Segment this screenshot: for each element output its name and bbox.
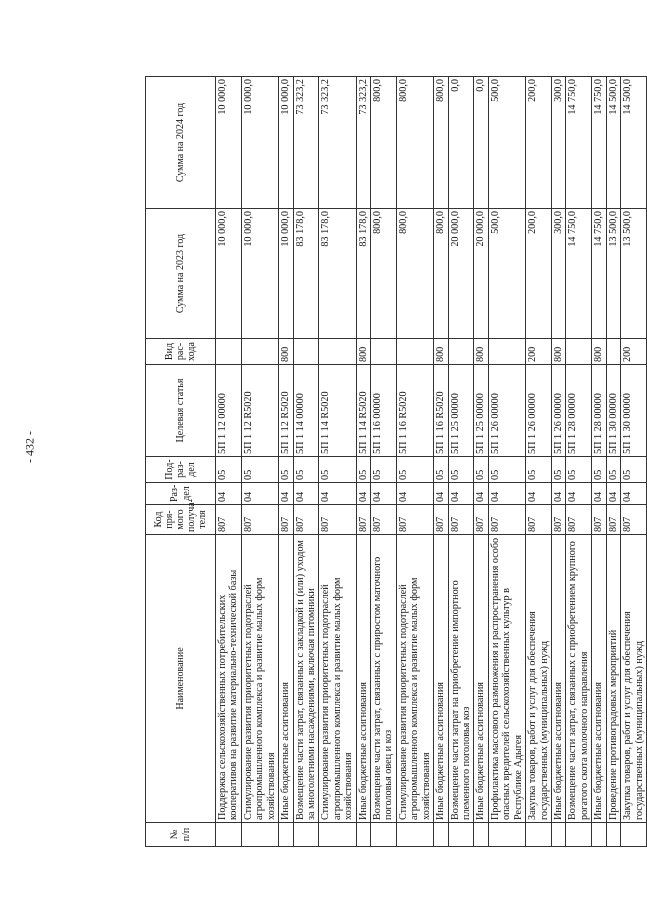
cell-sum2023: 800,0 [396, 209, 433, 339]
header-name: Наименование [146, 535, 216, 823]
cell-code: 807 [474, 505, 488, 535]
cell-razdel: 04 [448, 483, 474, 505]
cell-podrazdel: 05 [474, 457, 488, 483]
cell-razdel: 04 [241, 483, 278, 505]
cell-sum2024: 10 000,0 [216, 77, 242, 209]
cell-code: 807 [216, 505, 242, 535]
rotated-page [145, 77, 645, 847]
cell-statya: 5П 1 14 R5020 [356, 365, 370, 457]
cell-sum2024: 73 323,2 [293, 77, 319, 209]
cell-razdel: 04 [621, 483, 647, 505]
cell-vid [293, 339, 319, 365]
table-row [241, 77, 278, 847]
cell-sum2024: 14 750,0 [592, 77, 606, 209]
table-row [371, 77, 397, 847]
table-row [293, 77, 319, 847]
table-row [592, 77, 606, 847]
cell-vid [566, 339, 592, 365]
cell-sum2024: 14 750,0 [566, 77, 592, 209]
cell-sum2023: 800,0 [434, 209, 448, 339]
table-row [319, 77, 356, 847]
table-row [526, 77, 552, 847]
cell-code: 807 [606, 505, 620, 535]
cell-code: 807 [566, 505, 592, 535]
cell-num [592, 823, 606, 847]
cell-num [448, 823, 474, 847]
cell-num [621, 823, 647, 847]
cell-name: Проведение противоградовых мероприятий [606, 535, 620, 823]
cell-code: 807 [279, 505, 293, 535]
cell-statya: 5П 1 30 00000 [606, 365, 620, 457]
cell-num [396, 823, 433, 847]
cell-vid [396, 339, 433, 365]
cell-sum2024: 10 000,0 [279, 77, 293, 209]
cell-razdel: 04 [396, 483, 433, 505]
cell-code: 807 [356, 505, 370, 535]
cell-statya: 5П 1 16 R5020 [434, 365, 448, 457]
cell-name: Иные бюджетные ассигнования [356, 535, 370, 823]
cell-razdel: 04 [279, 483, 293, 505]
cell-sum2023: 800,0 [371, 209, 397, 339]
cell-sum2024: 800,0 [396, 77, 433, 209]
cell-vid: 800 [551, 339, 565, 365]
cell-podrazdel: 05 [216, 457, 242, 483]
cell-razdel: 04 [474, 483, 488, 505]
cell-sum2023: 13 500,0 [606, 209, 620, 339]
cell-sum2023: 20 000,0 [448, 209, 474, 339]
cell-sum2024: 500,0 [488, 77, 525, 209]
cell-podrazdel: 05 [319, 457, 356, 483]
header-code: Код пря- мого получа- теля [146, 505, 216, 535]
cell-podrazdel: 05 [356, 457, 370, 483]
cell-num [371, 823, 397, 847]
table-row [488, 77, 525, 847]
cell-num [526, 823, 552, 847]
table-row [448, 77, 474, 847]
table-header-row [146, 77, 216, 847]
cell-code: 807 [293, 505, 319, 535]
cell-podrazdel: 05 [606, 457, 620, 483]
cell-sum2024: 73 323,2 [319, 77, 356, 209]
cell-statya: 5П 1 14 R5020 [319, 365, 356, 457]
cell-code: 807 [551, 505, 565, 535]
cell-podrazdel: 05 [621, 457, 647, 483]
cell-name: Закупка товаров, работ и услуг для обеспечения государственных (муниципальных) нужд [526, 535, 552, 823]
cell-vid [448, 339, 474, 365]
cell-name: Профилактика массового размножения и распространения особо опасных вредителей сельскохозяйственных культур в Республике Адыгея [488, 535, 525, 823]
cell-sum2023: 83 178,0 [319, 209, 356, 339]
table-row [356, 77, 370, 847]
cell-vid [216, 339, 242, 365]
cell-statya: 5П 1 26 00000 [526, 365, 552, 457]
cell-sum2024: 0,0 [448, 77, 474, 209]
cell-sum2024: 0,0 [474, 77, 488, 209]
cell-name: Закупка товаров, работ и услуг для обеспечения государственных (муниципальных) нужд [621, 535, 647, 823]
cell-vid [241, 339, 278, 365]
header-sum2023: Сумма на 2023 год [146, 209, 216, 339]
table-row [216, 77, 242, 847]
cell-podrazdel: 05 [279, 457, 293, 483]
cell-vid [606, 339, 620, 365]
header-podrazdel: Под- раз- дел [146, 457, 216, 483]
cell-podrazdel: 05 [526, 457, 552, 483]
cell-razdel: 04 [526, 483, 552, 505]
cell-podrazdel: 05 [488, 457, 525, 483]
cell-code: 807 [448, 505, 474, 535]
cell-podrazdel: 05 [592, 457, 606, 483]
cell-num [551, 823, 565, 847]
cell-sum2024: 300,0 [551, 77, 565, 209]
cell-name: Стимулирование развития приоритетных подотраслей агропромышленного комплекса и развитие малых форм хозяйствования [241, 535, 278, 823]
cell-sum2023: 10 000,0 [216, 209, 242, 339]
table-row [396, 77, 433, 847]
cell-statya: 5П 1 16 00000 [371, 365, 397, 457]
cell-name: Стимулирование развития приоритетных подотраслей агропромышленного комплекса и развитие малых форм хозяйствования [319, 535, 356, 823]
table-row [551, 77, 565, 847]
cell-statya: 5П 1 14 00000 [293, 365, 319, 457]
cell-podrazdel: 05 [448, 457, 474, 483]
header-vid: Вид рас- хода [146, 339, 216, 365]
cell-statya: 5П 1 28 00000 [566, 365, 592, 457]
cell-sum2023: 300,0 [551, 209, 565, 339]
cell-statya: 5П 1 25 00000 [448, 365, 474, 457]
cell-sum2023: 10 000,0 [279, 209, 293, 339]
cell-podrazdel: 05 [371, 457, 397, 483]
cell-code: 807 [621, 505, 647, 535]
cell-podrazdel: 05 [551, 457, 565, 483]
cell-num [241, 823, 278, 847]
header-sum2024: Сумма на 2024 год [146, 77, 216, 209]
cell-statya: 5П 1 16 R5020 [396, 365, 433, 457]
cell-statya: 5П 1 12 R5020 [241, 365, 278, 457]
table-row [606, 77, 620, 847]
cell-name: Иные бюджетные ассигнования [434, 535, 448, 823]
cell-code: 807 [396, 505, 433, 535]
cell-sum2024: 73 323,2 [356, 77, 370, 209]
cell-name: Иные бюджетные ассигнования [592, 535, 606, 823]
cell-vid [319, 339, 356, 365]
cell-name: Поддержка сельскохозяйственных потребительских кооперативов на развитие материально-технической базы [216, 535, 242, 823]
cell-podrazdel: 05 [241, 457, 278, 483]
cell-statya: 5П 1 12 00000 [216, 365, 242, 457]
cell-name: Возмещение части затрат, связанных с закладкой и (или) уходом за многолетними насаждениями, включая питомники [293, 535, 319, 823]
cell-sum2023: 200,0 [526, 209, 552, 339]
header-statya: Целевая статья [146, 365, 216, 457]
cell-podrazdel: 05 [434, 457, 448, 483]
cell-sum2024: 14 500,0 [606, 77, 620, 209]
cell-name: Возмещение части затрат, связанных с приростом маточного поголовья овец и коз [371, 535, 397, 823]
cell-razdel: 04 [293, 483, 319, 505]
cell-name: Возмещение части затрат, связанных с приобретением крупного рогатого скота молочного направления [566, 535, 592, 823]
cell-statya: 5П 1 26 00000 [488, 365, 525, 457]
table-row [434, 77, 448, 847]
cell-sum2024: 800,0 [371, 77, 397, 209]
cell-name: Иные бюджетные ассигнования [279, 535, 293, 823]
cell-sum2024: 200,0 [526, 77, 552, 209]
cell-code: 807 [526, 505, 552, 535]
cell-vid: 800 [592, 339, 606, 365]
cell-sum2023: 83 178,0 [293, 209, 319, 339]
cell-vid: 200 [621, 339, 647, 365]
cell-sum2023: 83 178,0 [356, 209, 370, 339]
cell-razdel: 04 [356, 483, 370, 505]
cell-name: Стимулирование развития приоритетных подотраслей агропромышленного комплекса и развитие малых форм хозяйствования [396, 535, 433, 823]
cell-statya: 5П 1 25 00000 [474, 365, 488, 457]
cell-sum2023: 13 500,0 [621, 209, 647, 339]
cell-razdel: 04 [216, 483, 242, 505]
cell-num [566, 823, 592, 847]
cell-statya: 5П 1 12 R5020 [279, 365, 293, 457]
cell-razdel: 04 [592, 483, 606, 505]
cell-podrazdel: 05 [566, 457, 592, 483]
cell-code: 807 [241, 505, 278, 535]
cell-sum2023: 500,0 [488, 209, 525, 339]
cell-num [319, 823, 356, 847]
cell-name: Иные бюджетные ассигнования [551, 535, 565, 823]
cell-code: 807 [592, 505, 606, 535]
cell-vid: 800 [474, 339, 488, 365]
table-row [279, 77, 293, 847]
cell-vid [488, 339, 525, 365]
table-row [621, 77, 647, 847]
cell-num [606, 823, 620, 847]
cell-razdel: 04 [371, 483, 397, 505]
cell-statya: 5П 1 28 00000 [592, 365, 606, 457]
cell-num [474, 823, 488, 847]
cell-sum2024: 10 000,0 [241, 77, 278, 209]
cell-razdel: 04 [319, 483, 356, 505]
cell-sum2024: 14 500,0 [621, 77, 647, 209]
cell-num [488, 823, 525, 847]
cell-sum2024: 800,0 [434, 77, 448, 209]
cell-vid [371, 339, 397, 365]
cell-razdel: 04 [488, 483, 525, 505]
cell-statya: 5П 1 30 00000 [621, 365, 647, 457]
cell-statya: 5П 1 26 00000 [551, 365, 565, 457]
cell-code: 807 [371, 505, 397, 535]
cell-vid: 200 [526, 339, 552, 365]
cell-name: Иные бюджетные ассигнования [474, 535, 488, 823]
cell-num [216, 823, 242, 847]
cell-num [279, 823, 293, 847]
cell-vid: 800 [434, 339, 448, 365]
cell-sum2023: 20 000,0 [474, 209, 488, 339]
cell-razdel: 04 [551, 483, 565, 505]
cell-vid: 800 [356, 339, 370, 365]
cell-num [293, 823, 319, 847]
cell-razdel: 04 [434, 483, 448, 505]
cell-name: Возмещение части затрат на приобретение импортного племенного поголовья коз [448, 535, 474, 823]
budget-table [145, 76, 647, 847]
cell-code: 807 [319, 505, 356, 535]
cell-razdel: 04 [606, 483, 620, 505]
cell-vid: 800 [279, 339, 293, 365]
cell-sum2023: 14 750,0 [566, 209, 592, 339]
table-row [474, 77, 488, 847]
cell-num [356, 823, 370, 847]
cell-razdel: 04 [566, 483, 592, 505]
page-number: - 432 - [22, 431, 37, 463]
cell-sum2023: 10 000,0 [241, 209, 278, 339]
cell-sum2023: 14 750,0 [592, 209, 606, 339]
header-num: № п/п [146, 823, 216, 847]
cell-podrazdel: 05 [396, 457, 433, 483]
cell-code: 807 [434, 505, 448, 535]
cell-podrazdel: 05 [293, 457, 319, 483]
header-razdel: Раз- дел [146, 483, 216, 505]
cell-num [434, 823, 448, 847]
cell-code: 807 [488, 505, 525, 535]
table-row [566, 77, 592, 847]
